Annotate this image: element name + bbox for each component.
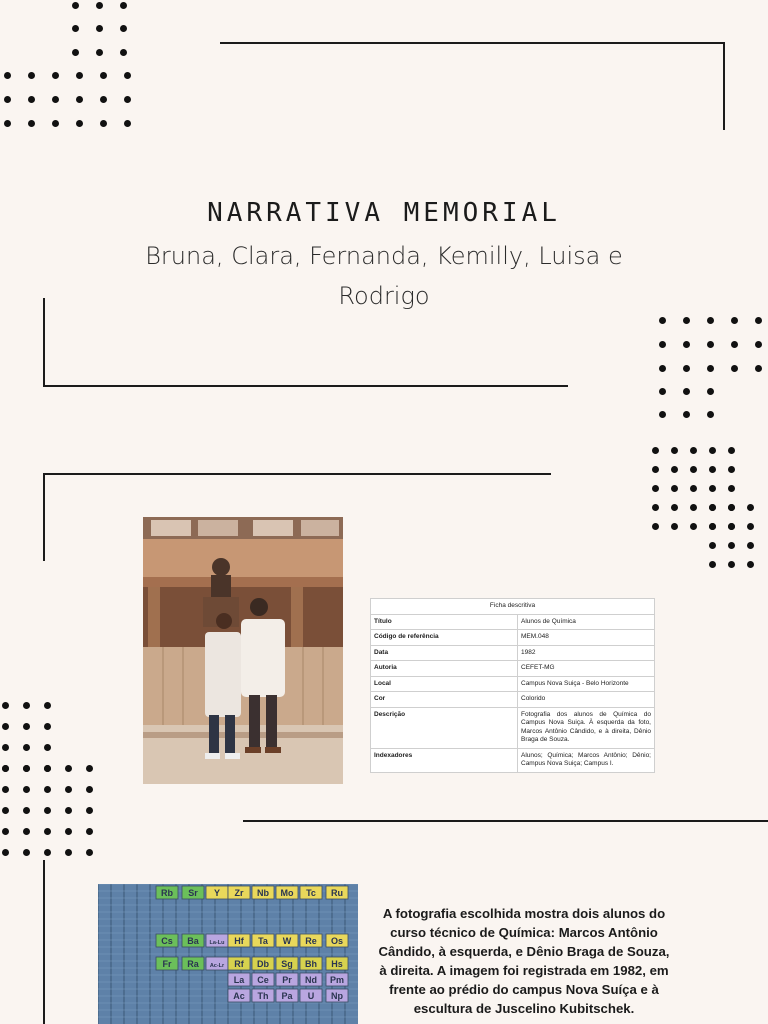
ficha-key: Descrição bbox=[371, 707, 518, 748]
decor-dot bbox=[76, 120, 83, 127]
decor-dot bbox=[709, 466, 716, 473]
decor-dot bbox=[72, 2, 79, 9]
decor-dot bbox=[709, 523, 716, 530]
decor-dot bbox=[728, 561, 735, 568]
decor-dot bbox=[2, 765, 9, 772]
decor-dot bbox=[120, 49, 127, 56]
decor-dot bbox=[671, 523, 678, 530]
frame-line-mid-vertical bbox=[43, 298, 45, 386]
ficha-value: 1982 bbox=[518, 645, 655, 661]
decor-dot bbox=[120, 2, 127, 9]
decor-dot bbox=[23, 828, 30, 835]
element-symbol: La bbox=[233, 975, 245, 985]
decor-dot bbox=[44, 723, 51, 730]
decor-dot bbox=[690, 485, 697, 492]
element-symbol: La-Lu bbox=[209, 940, 225, 946]
decor-dot bbox=[690, 523, 697, 530]
element-symbol: Sr bbox=[188, 888, 198, 898]
decor-dot bbox=[683, 411, 690, 418]
students-photo bbox=[143, 517, 343, 784]
decor-dot bbox=[2, 723, 9, 730]
periodic-table-building-photo bbox=[98, 884, 358, 1024]
decor-dot bbox=[72, 49, 79, 56]
ficha-value: Alunos; Química; Marcos Antônio; Dênio; Campus Nova Suiça; Campus I. bbox=[518, 748, 655, 772]
decor-dot bbox=[707, 411, 714, 418]
ficha-descritiva-table bbox=[370, 598, 655, 773]
element-symbol: Ba bbox=[187, 936, 199, 946]
decor-dot bbox=[100, 120, 107, 127]
decor-dot bbox=[747, 561, 754, 568]
element-symbol: Os bbox=[330, 936, 344, 946]
decor-dot bbox=[731, 365, 738, 372]
element-symbol: Rf bbox=[234, 959, 244, 969]
decor-dot bbox=[86, 849, 93, 856]
decor-dot bbox=[671, 485, 678, 492]
decor-dot bbox=[65, 828, 72, 835]
decor-dot bbox=[52, 120, 59, 127]
decor-dot bbox=[652, 485, 659, 492]
decor-dot bbox=[28, 96, 35, 103]
decor-dot bbox=[86, 807, 93, 814]
decor-dot bbox=[728, 504, 735, 511]
element-symbol: Ac bbox=[233, 991, 245, 1001]
ficha-row bbox=[371, 748, 655, 772]
element-symbol: Nb bbox=[257, 888, 269, 898]
decor-dot bbox=[659, 365, 666, 372]
decor-dot bbox=[96, 49, 103, 56]
decor-dot bbox=[2, 828, 9, 835]
decor-dot bbox=[709, 542, 716, 549]
decor-dot bbox=[652, 447, 659, 454]
decor-dot bbox=[671, 447, 678, 454]
ficha-row bbox=[371, 645, 655, 661]
frame-line-top-vertical bbox=[723, 42, 725, 130]
element-symbol: U bbox=[307, 991, 315, 1001]
ficha-row bbox=[371, 707, 655, 748]
decor-dot bbox=[2, 702, 9, 709]
decor-dot bbox=[86, 786, 93, 793]
decor-dot bbox=[23, 849, 30, 856]
element-symbol: Pr bbox=[282, 975, 292, 985]
decor-dot bbox=[747, 523, 754, 530]
decor-dot bbox=[65, 849, 72, 856]
decor-dot bbox=[709, 447, 716, 454]
element-symbol: Fr bbox=[162, 959, 172, 969]
decor-dot bbox=[2, 744, 9, 751]
decor-dot bbox=[728, 466, 735, 473]
decor-dot bbox=[709, 504, 716, 511]
frame-line-top-horizontal bbox=[220, 42, 725, 44]
element-symbol: Sg bbox=[281, 959, 293, 969]
decor-dot bbox=[728, 542, 735, 549]
element-symbol: Mo bbox=[280, 888, 294, 898]
element-symbol: Y bbox=[213, 888, 221, 898]
ficha-row bbox=[371, 692, 655, 708]
decor-dot bbox=[65, 765, 72, 772]
element-symbol: Np bbox=[331, 991, 343, 1001]
element-symbol: Nd bbox=[305, 975, 317, 985]
element-symbol: Re bbox=[305, 936, 317, 946]
element-symbol: Zr bbox=[234, 888, 244, 898]
decor-dot bbox=[728, 447, 735, 454]
dot-pattern-right-upper bbox=[655, 315, 768, 420]
decor-dot bbox=[709, 561, 716, 568]
decor-dot bbox=[707, 388, 714, 395]
decor-dot bbox=[671, 466, 678, 473]
decor-dot bbox=[23, 807, 30, 814]
ficha-key: Data bbox=[371, 645, 518, 661]
decor-dot bbox=[659, 341, 666, 348]
decor-dot bbox=[124, 120, 131, 127]
decor-dot bbox=[76, 72, 83, 79]
decor-dot bbox=[52, 72, 59, 79]
frame-line-lower-vertical bbox=[43, 473, 45, 561]
decor-dot bbox=[72, 25, 79, 32]
decor-dot bbox=[23, 786, 30, 793]
decor-dot bbox=[44, 702, 51, 709]
decor-dot bbox=[652, 466, 659, 473]
photo-caption: A fotografia escolhida mostra dois alunos do curso técnico de Química: Marcos Antônio Cândido, à esquerda, e Dênio Braga de Souza, à direita. A imagem foi registrada em 1982, em frente ao prédio do campus Nova Suíça e à escultura de Juscelino Kubitschek. bbox=[378, 906, 670, 1016]
element-symbol: W bbox=[282, 936, 292, 946]
decor-dot bbox=[707, 317, 714, 324]
element-symbol: Hf bbox=[234, 936, 244, 946]
decor-dot bbox=[65, 807, 72, 814]
ficha-key: Autoria bbox=[371, 661, 518, 677]
element-symbol: Bh bbox=[305, 959, 317, 969]
decor-dot bbox=[44, 807, 51, 814]
ficha-row bbox=[371, 614, 655, 630]
ficha-row bbox=[371, 661, 655, 677]
decor-dot bbox=[755, 341, 762, 348]
frame-line-bottom-vertical bbox=[43, 860, 45, 1024]
decor-dot bbox=[100, 72, 107, 79]
decor-dot bbox=[728, 485, 735, 492]
decor-dot bbox=[652, 504, 659, 511]
decor-dot bbox=[659, 411, 666, 418]
ficha-key: Cor bbox=[371, 692, 518, 708]
element-symbol: Rb bbox=[161, 888, 173, 898]
decor-dot bbox=[683, 365, 690, 372]
dot-pattern-right-lower bbox=[650, 445, 768, 590]
decor-dot bbox=[120, 25, 127, 32]
frame-line-lower-horizontal bbox=[43, 473, 551, 475]
decor-dot bbox=[755, 365, 762, 372]
decor-dot bbox=[683, 388, 690, 395]
decor-dot bbox=[44, 744, 51, 751]
decor-dot bbox=[707, 365, 714, 372]
decor-dot bbox=[100, 96, 107, 103]
decor-dot bbox=[4, 96, 11, 103]
decor-dot bbox=[86, 765, 93, 772]
decor-dot bbox=[23, 723, 30, 730]
decor-dot bbox=[690, 504, 697, 511]
decor-dot bbox=[124, 72, 131, 79]
element-symbol: Ru bbox=[331, 888, 343, 898]
ficha-heading: Ficha descritiva bbox=[371, 599, 655, 615]
element-symbol: Cs bbox=[161, 936, 173, 946]
decor-dot bbox=[44, 849, 51, 856]
decor-dot bbox=[44, 828, 51, 835]
page-title: NARRATIVA MEMORIAL bbox=[207, 198, 561, 228]
decor-dot bbox=[4, 72, 11, 79]
decor-dot bbox=[44, 765, 51, 772]
ficha-row bbox=[371, 676, 655, 692]
dot-pattern-left-lower bbox=[0, 700, 120, 860]
decor-dot bbox=[2, 807, 9, 814]
element-symbol: Db bbox=[257, 959, 269, 969]
element-symbol: Pm bbox=[329, 975, 345, 985]
element-symbol: Ra bbox=[187, 959, 199, 969]
decor-dot bbox=[755, 317, 762, 324]
decor-dot bbox=[683, 341, 690, 348]
decor-dot bbox=[671, 504, 678, 511]
ficha-value: Alunos de Química bbox=[518, 614, 655, 630]
decor-dot bbox=[23, 765, 30, 772]
element-symbol: Hs bbox=[331, 959, 343, 969]
decor-dot bbox=[23, 702, 30, 709]
decor-dot bbox=[709, 485, 716, 492]
decor-dot bbox=[659, 388, 666, 395]
dot-pattern-top-left bbox=[0, 0, 135, 130]
element-symbol: Ta bbox=[258, 936, 268, 946]
decor-dot bbox=[652, 523, 659, 530]
ficha-key: Indexadores bbox=[371, 748, 518, 772]
decor-dot bbox=[747, 542, 754, 549]
ficha-key: Local bbox=[371, 676, 518, 692]
ficha-value: Colorido bbox=[518, 692, 655, 708]
frame-line-mid-horizontal bbox=[43, 385, 568, 387]
decor-dot bbox=[707, 341, 714, 348]
decor-dot bbox=[731, 341, 738, 348]
frame-line-bottom-horizontal bbox=[243, 820, 768, 822]
decor-dot bbox=[659, 317, 666, 324]
ficha-value: CEFET-MG bbox=[518, 661, 655, 677]
ficha-key: Código de referência bbox=[371, 630, 518, 646]
ficha-value: Campus Nova Suiça - Belo Horizonte bbox=[518, 676, 655, 692]
decor-dot bbox=[52, 96, 59, 103]
decor-dot bbox=[690, 447, 697, 454]
decor-dot bbox=[76, 96, 83, 103]
decor-dot bbox=[44, 786, 51, 793]
decor-dot bbox=[728, 523, 735, 530]
ficha-value: MEM.048 bbox=[518, 630, 655, 646]
decor-dot bbox=[731, 317, 738, 324]
decor-dot bbox=[747, 504, 754, 511]
decor-dot bbox=[28, 72, 35, 79]
element-symbol: Th bbox=[257, 991, 269, 1001]
decor-dot bbox=[4, 120, 11, 127]
decor-dot bbox=[65, 786, 72, 793]
decor-dot bbox=[28, 120, 35, 127]
authors-subtitle: Bruna, Clara, Fernanda, Kemilly, Luisa e Rodrigo bbox=[145, 242, 623, 310]
decor-dot bbox=[683, 317, 690, 324]
decor-dot bbox=[23, 744, 30, 751]
element-symbol: Ac-Lr bbox=[209, 963, 225, 969]
decor-dot bbox=[690, 466, 697, 473]
decor-dot bbox=[124, 96, 131, 103]
decor-dot bbox=[96, 2, 103, 9]
decor-dot bbox=[96, 25, 103, 32]
decor-dot bbox=[2, 786, 9, 793]
decor-dot bbox=[2, 849, 9, 856]
ficha-value: Fotografia dos alunos de Química do Campus Nova Suiça. À esquerda da foto, Marcos Antônio Cândido, e à direita, Dênio Braga de Souza. bbox=[518, 707, 655, 748]
element-symbol: Ce bbox=[257, 975, 269, 985]
element-symbol: Pa bbox=[281, 991, 293, 1001]
element-symbol: Tc bbox=[306, 888, 316, 898]
ficha-key: Título bbox=[371, 614, 518, 630]
ficha-row bbox=[371, 630, 655, 646]
decor-dot bbox=[86, 828, 93, 835]
